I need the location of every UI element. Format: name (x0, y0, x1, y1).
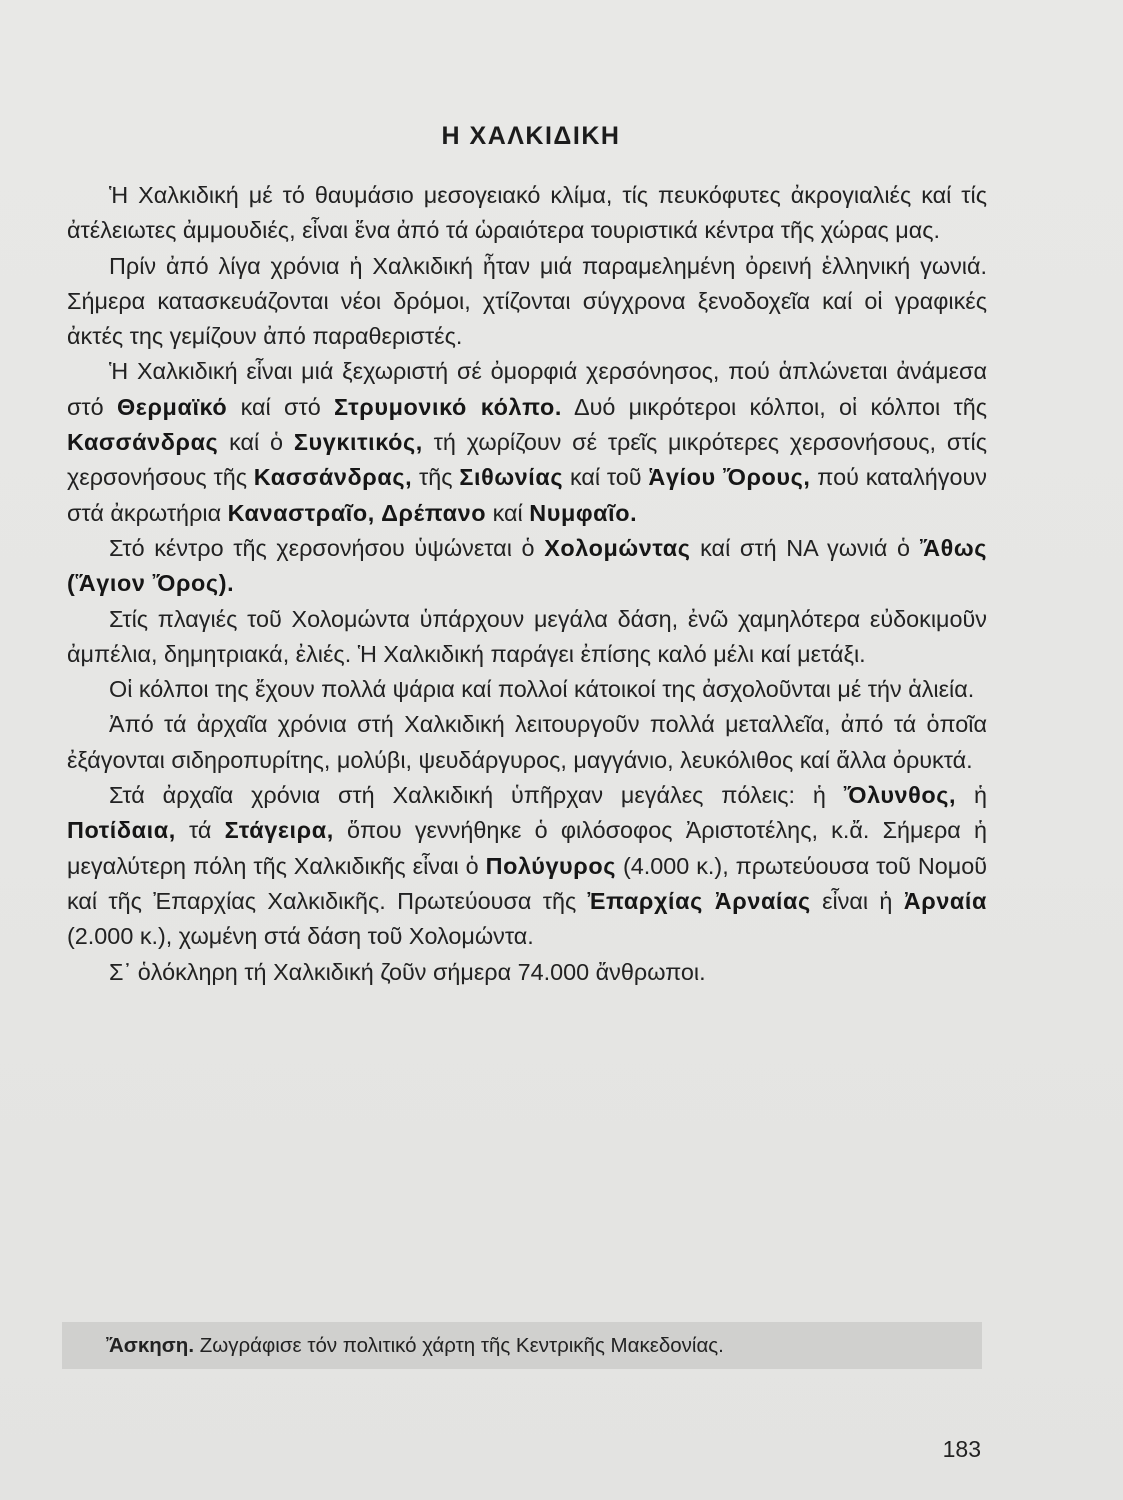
place-name: Θερμαϊκό (116, 393, 228, 420)
place-name: Καναστραῖο, Δρέπανο (227, 499, 487, 526)
text-run: Στό κέντρο τῆς χερσονήσου ὑψώνεται ὁ (109, 534, 545, 561)
text-run: Σ᾿ ὁλόκληρη τή Χαλκιδική ζοῦν σήμερα 74.000 ἄνθρωποι. (109, 958, 706, 985)
text-run: Ἡ Χαλκιδική εἶναι μιά ξεχωριστή σέ ὀμορφιά χερσόνησος, πού ἁπλώνεται ἀνάμεσα στό (67, 358, 987, 420)
text-run: τά (175, 817, 225, 844)
page-number: 183 (942, 1436, 981, 1462)
paragraph (67, 249, 987, 355)
paragraph (67, 354, 987, 530)
place-name: Κασσάνδρας (67, 429, 219, 456)
text-run: τῆς (412, 464, 460, 491)
place-name: Ποτίδαια, (67, 817, 176, 844)
text-run: ἡ (956, 782, 987, 809)
paragraph (67, 602, 987, 673)
text-run: καί στή ΝΑ γωνιά ὁ (690, 534, 920, 561)
place-name: Χολομώντας (544, 534, 691, 561)
place-name: Νυμφαῖο. (529, 499, 638, 526)
place-name: Πολύγυρος (485, 852, 616, 879)
paragraph (67, 778, 987, 954)
place-name: Σιθωνίας (459, 464, 564, 491)
text-run: ὅπου γεννήθηκε ὁ φιλόσοφος Ἀριστοτέλης, κ.ἄ. Σήμερα ἡ μεγαλύτερη πόλη τῆς Χαλκιδικῆς εἶναι ὁ (67, 817, 987, 879)
paragraph (67, 707, 987, 778)
body-text (67, 178, 987, 990)
place-name: Συγκιτικός, (293, 429, 423, 456)
place-name: Κασσάνδρας, (253, 464, 413, 491)
place-name: Στρυμονικό κόλπο. (334, 393, 562, 420)
place-name: Ἁγίου Ὄρους, (648, 464, 811, 491)
paragraph (67, 955, 987, 990)
text-run: καί στό (227, 393, 335, 420)
page-title: Η ΧΑΛΚΙΔΙΚΗ (441, 122, 621, 150)
paragraph (67, 531, 987, 602)
place-name: Ἄθως (Ἅγιον Ὄρος). (67, 534, 987, 597)
place-name: Ἀρναία (903, 887, 987, 914)
place-name: Στάγειρα, (224, 817, 334, 844)
text-run: καί ὁ (218, 429, 294, 456)
text-run: καί (486, 499, 530, 526)
text-run: Οἱ κόλποι της ἔχουν πολλά ψάρια καί πολλοί κάτοικοί της ἀσχολοῦνται μέ τήν ἁλιεία. (109, 676, 975, 703)
exercise-label: Ἄσκηση. (106, 1334, 195, 1357)
paragraph (67, 672, 987, 707)
text-run: Στίς πλαγιές τοῦ Χολομώντα ὑπάρχουν μεγάλα δάση, ἐνῶ χαμηλότερα εὐδοκιμοῦν ἀμπέλια, δημητριακά, ἐλιές. Ἡ Χαλκιδική παράγει ἐπίσης καλό μέλι καί μετάξι. (67, 605, 987, 667)
text-run: τή χωρίζουν σέ τρεῖς μικρότερες χερσονήσους, στίς χερσονήσους τῆς (67, 429, 987, 491)
text-run: Στά ἀρχαῖα χρόνια στή Χαλκιδική ὑπῆρχαν μεγάλες πόλεις: ἡ (109, 782, 844, 809)
text-run: (4.000 κ.), πρωτεύουσα τοῦ Νομοῦ καί τῆς Ἐπαρχίας Χαλκιδικῆς. Πρωτεύουσα τῆς (67, 852, 988, 914)
place-name: Ἐπαρχίας Ἀρναίας (587, 887, 811, 914)
text-run: Ἀπό τά ἀρχαῖα χρόνια στή Χαλκιδική λειτουργοῦν πολλά μεταλλεῖα, ἀπό τά ὁποῖα ἐξάγονται σιδηροπυρίτης, μολύβι, ψευδάργυρος, μαγγάνιο, λευκόλιθος καί ἄλλα ὀρυκτά. (67, 711, 987, 773)
text-run: εἶναι ἡ (810, 887, 904, 914)
exercise-box (62, 1322, 982, 1369)
text-run: Ἡ Χαλκιδική μέ τό θαυμάσιο μεσογειακό κλίμα, τίς πευκόφυτες ἀκρογιαλιές καί τίς ἀτέλειωτες ἀμμουδιές, εἶναι ἕνα ἀπό τά ὡραιότερα τουριστικά κέντρα τῆς χώρας μας. (67, 182, 987, 244)
text-run: Πρίν ἀπό λίγα χρόνια ἡ Χαλκιδική ἦταν μιά παραμελημένη ὀρεινή ἑλληνική γωνιά. Σήμερα κατασκευάζονται νέοι δρόμοι, χτίζονται σύγχρονα ξενοδοχεῖα καί οἱ γραφικές ἀκτές της γεμίζουν ἀπό παραθεριστές. (67, 252, 987, 350)
text-run: πού καταλήγουν στά ἀκρωτήρια (67, 464, 987, 526)
paragraph (67, 178, 987, 249)
text-run: καί τοῦ (563, 464, 649, 491)
text-run: (2.000 κ.), χωμένη στά δάση τοῦ Χολομώντα. (67, 923, 534, 950)
exercise-text: Ζωγράφισε τόν πολιτικό χάρτη τῆς Κεντρικῆς Μακεδονίας. (194, 1334, 724, 1357)
text-run: Δυό μικρότεροι κόλποι, οἱ κόλποι τῆς (561, 393, 987, 420)
place-name: Ὄλυνθος, (843, 782, 957, 809)
